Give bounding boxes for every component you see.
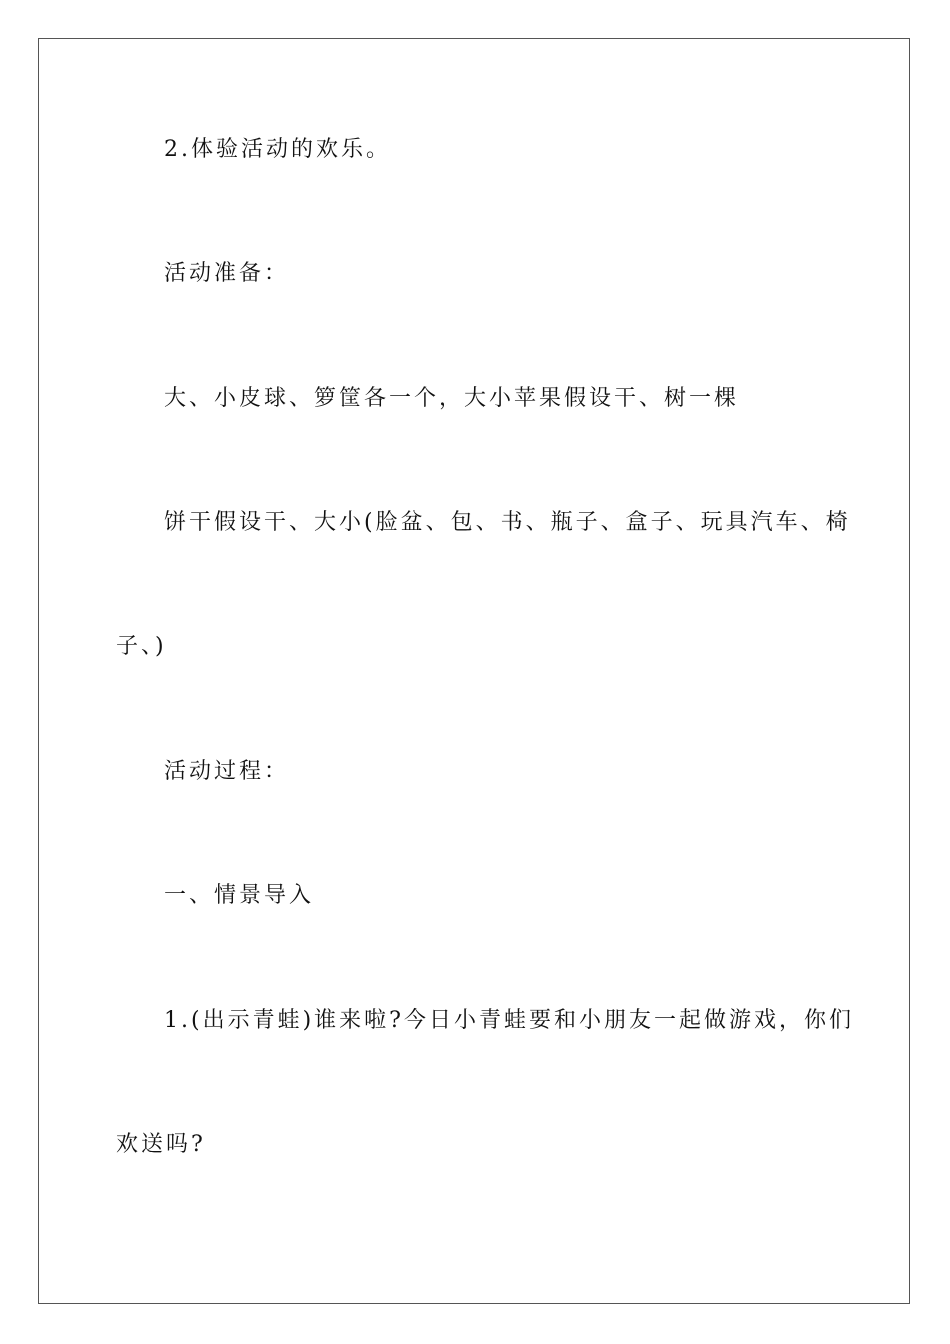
subheading-intro: 一、情景导入 [164, 883, 315, 908]
section-heading-preparation: 活动准备： [164, 261, 290, 286]
section-heading-process: 活动过程： [164, 759, 290, 784]
preparation-line-2: 饼干假设干、大小(脸盆、包、书、瓶子、盒子、玩具汽车、椅 [164, 510, 851, 535]
goal-line-2: 2.体验活动的欢乐。 [164, 137, 391, 162]
process-step-1: 1.(出示青蛙)谁来啦?今日小青蛙要和小朋友一起做游戏，你们 [164, 1008, 854, 1033]
page-frame [38, 38, 910, 1304]
process-step-1-continued: 欢送吗? [116, 1132, 206, 1157]
preparation-line-2-continued: 子、) [116, 634, 167, 659]
preparation-line-1: 大、小皮球、箩筐各一个，大小苹果假设干、树一棵 [164, 386, 740, 411]
